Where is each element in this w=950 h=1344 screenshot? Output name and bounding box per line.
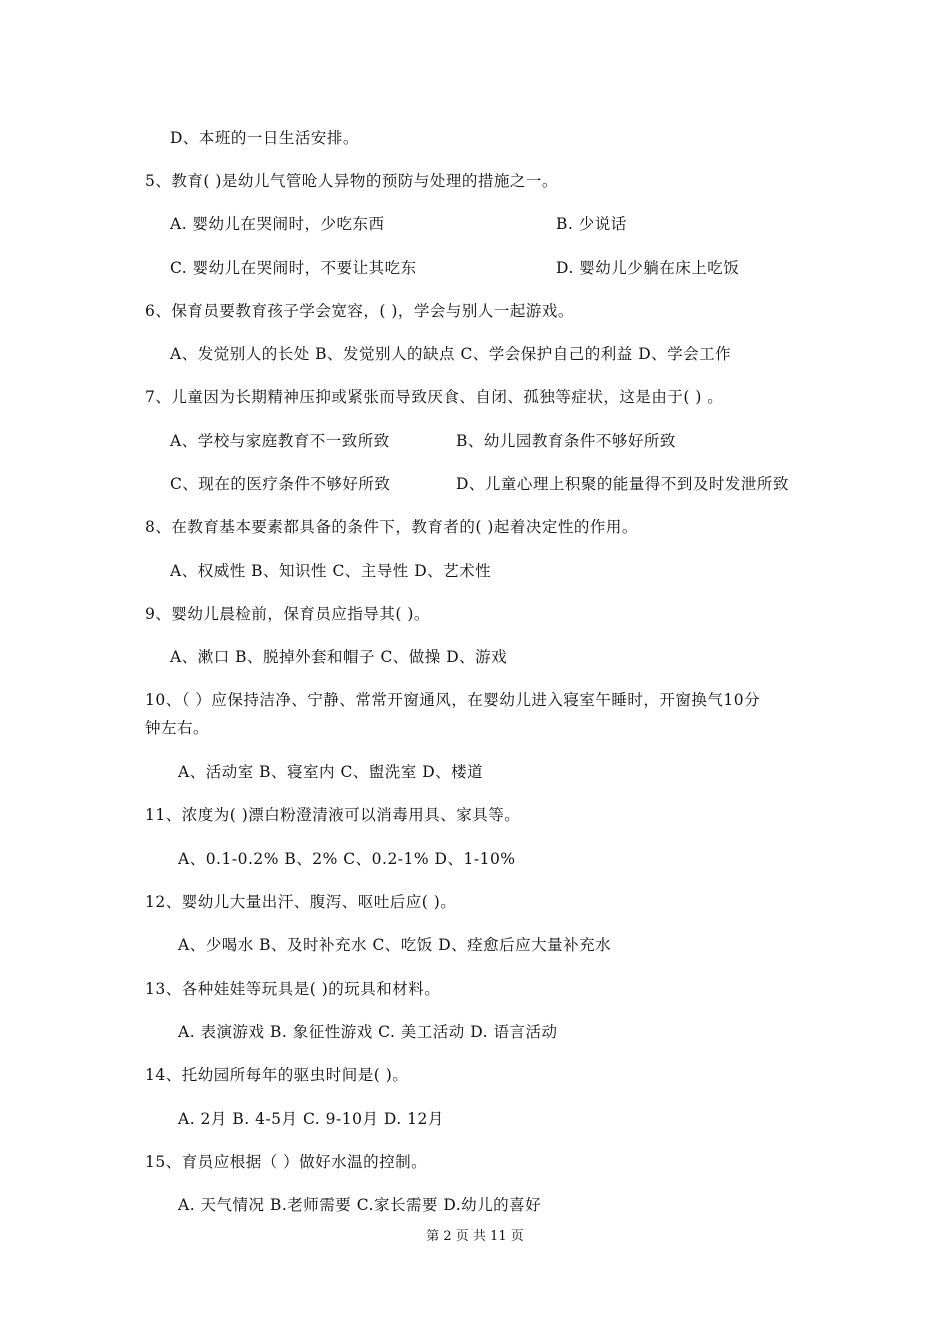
question-9-options: A、漱口 B、脱掉外套和帽子 C、做操 D、游戏 <box>170 648 508 666</box>
question-8-options: A、权威性 B、知识性 C、主导性 D、艺术性 <box>170 562 492 580</box>
option-d-prev: D、本班的一日生活安排。 <box>170 129 359 147</box>
question-7-option-b: B、幼儿园教育条件不够好所致 <box>456 432 676 450</box>
question-7: 7、儿童因为长期精神压抑或紧张而导致厌食、自闭、孤独等症状，这是由于( ) 。 <box>145 388 724 406</box>
question-8: 8、在教育基本要素都具备的条件下，教育者的( )起着决定性的作用。 <box>145 518 638 536</box>
question-5-option-a: A. 婴幼儿在哭闹时，少吃东西 <box>170 215 385 233</box>
question-6-options: A、发觉别人的长处 B、发觉别人的缺点 C、学会保护自己的利益 D、学会工作 <box>170 345 732 363</box>
question-7-option-a: A、学校与家庭教育不一致所致 <box>170 432 390 450</box>
question-10-options: A、活动室 B、寝室内 C、盥洗室 D、楼道 <box>178 763 484 781</box>
question-7-option-d: D、儿童心理上积聚的能量得不到及时发泄所致 <box>456 475 789 493</box>
question-10-continued: 钟左右。 <box>145 719 210 737</box>
question-6: 6、保育员要教育孩子学会宽容，( )，学会与别人一起游戏。 <box>145 302 574 320</box>
question-11-options: A、0.1-0.2% B、2% C、0.2-1% D、1-10% <box>178 850 516 868</box>
question-12: 12、婴幼儿大量出汗、腹泻、呕吐后应( )。 <box>145 893 457 911</box>
question-9: 9、婴幼儿晨检前，保育员应指导其( )。 <box>145 605 430 623</box>
question-11: 11、浓度为( )漂白粉澄清液可以消毒用具、家具等。 <box>145 806 521 824</box>
question-7-option-c: C、现在的医疗条件不够好所致 <box>170 475 391 493</box>
question-10: 10、（ ）应保持洁净、宁静、常常开窗通风，在婴幼儿进入寝室午睡时，开窗换气10分 <box>145 691 761 709</box>
question-5: 5、教育( )是幼儿气管呛人异物的预防与处理的措施之一。 <box>145 172 558 190</box>
question-5-option-b: B. 少说话 <box>556 215 627 233</box>
page-footer: 第 2 页 共 11 页 <box>426 1229 524 1244</box>
question-14: 14、托幼园所每年的驱虫时间是( )。 <box>145 1066 409 1084</box>
question-13-options: A. 表演游戏 B. 象征性游戏 C. 美工活动 D. 语言活动 <box>178 1023 558 1041</box>
question-5-option-c: C. 婴幼儿在哭闹时，不要让其吃东 <box>170 259 417 277</box>
question-13: 13、各种娃娃等玩具是( )的玩具和材料。 <box>145 980 441 998</box>
question-15-options: A. 天气情况 B.老师需要 C.家长需要 D.幼儿的喜好 <box>178 1196 542 1214</box>
question-15: 15、育员应根据（ ）做好水温的控制。 <box>145 1153 428 1171</box>
question-14-options: A. 2月 B. 4-5月 C. 9-10月 D. 12月 <box>178 1110 444 1128</box>
question-5-option-d: D. 婴幼儿少躺在床上吃饭 <box>556 259 740 277</box>
question-12-options: A、少喝水 B、及时补充水 C、吃饭 D、痊愈后应大量补充水 <box>178 936 612 954</box>
